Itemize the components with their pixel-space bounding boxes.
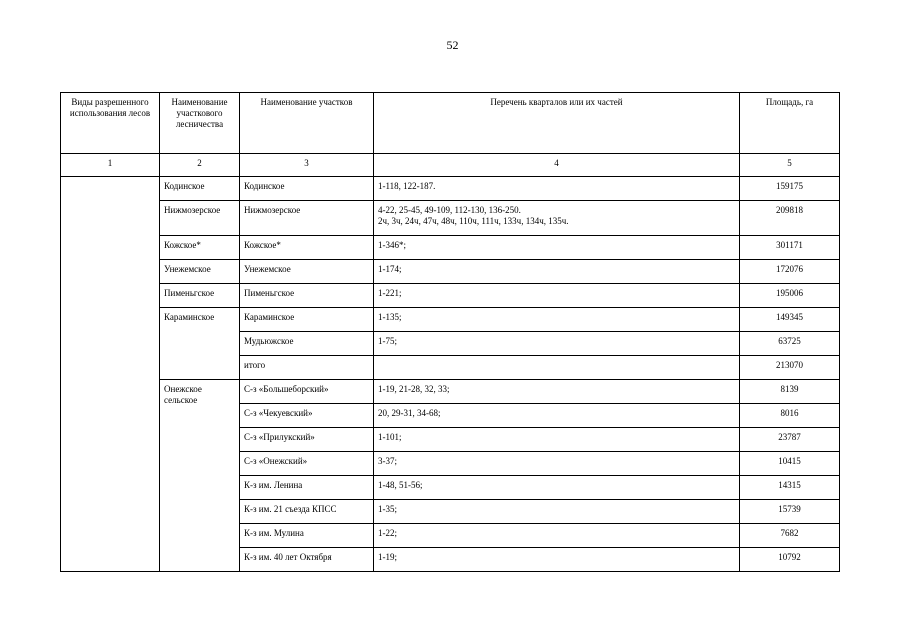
quarters-cell: 1-174;	[374, 260, 740, 284]
forestry-cell: Нижмозерское	[160, 201, 240, 236]
site-cell: Кодинское	[240, 177, 374, 201]
area-cell: 195006	[740, 284, 840, 308]
site-cell: Унежемское	[240, 260, 374, 284]
quarters-cell: 1-75;	[374, 332, 740, 356]
site-cell: Мудьюжское	[240, 332, 374, 356]
site-cell: К-з им. 21 съезда КПСС	[240, 500, 374, 524]
column-index: 3	[240, 154, 374, 177]
area-cell: 10415	[740, 452, 840, 476]
quarters-cell: 20, 29-31, 34-68;	[374, 404, 740, 428]
forest-use-table	[60, 92, 840, 572]
header-quarters-list: Перечень кварталов или их частей	[374, 93, 740, 154]
quarters-cell: 1-22;	[374, 524, 740, 548]
table-row	[61, 260, 840, 284]
site-cell: Караминское	[240, 308, 374, 332]
area-cell: 159175	[740, 177, 840, 201]
table-header-row	[61, 93, 840, 154]
site-cell: К-з им. Ленина	[240, 476, 374, 500]
area-cell: 301171	[740, 236, 840, 260]
area-cell: 63725	[740, 332, 840, 356]
table-row	[61, 380, 840, 404]
site-cell: итого	[240, 356, 374, 380]
table-row	[61, 201, 840, 236]
area-cell: 213070	[740, 356, 840, 380]
quarters-line-parts: 2ч, 3ч, 24ч, 47ч, 48ч, 110ч, 111ч, 133ч, 134ч, 135ч.	[378, 216, 569, 226]
quarters-line: 4-22, 25-45, 49-109, 112-130, 136-250.	[378, 205, 521, 215]
column-index-row	[61, 154, 840, 177]
area-cell: 172076	[740, 260, 840, 284]
header-forest-use-types: Виды разрешенного использования лесов	[61, 93, 160, 154]
forestry-cell: Караминское	[160, 308, 240, 380]
table-row	[61, 308, 840, 332]
area-cell: 209818	[740, 201, 840, 236]
quarters-cell: 1-19;	[374, 548, 740, 572]
site-cell: С-з «Прилукский»	[240, 428, 374, 452]
forestry-cell: Пименьгское	[160, 284, 240, 308]
area-cell: 7682	[740, 524, 840, 548]
area-cell: 15739	[740, 500, 840, 524]
column-index: 4	[374, 154, 740, 177]
site-cell: Пименьгское	[240, 284, 374, 308]
area-cell: 8016	[740, 404, 840, 428]
table-row	[61, 236, 840, 260]
area-cell: 149345	[740, 308, 840, 332]
site-cell: С-з «Чекуевский»	[240, 404, 374, 428]
header-area: Площадь, га	[740, 93, 840, 154]
table-row	[61, 177, 840, 201]
quarters-cell: 1-346*;	[374, 236, 740, 260]
quarters-cell: 1-135;	[374, 308, 740, 332]
table-row	[61, 284, 840, 308]
site-cell: Нижмозерское	[240, 201, 374, 236]
site-cell: С-з «Большеборский»	[240, 380, 374, 404]
area-cell: 23787	[740, 428, 840, 452]
quarters-cell: 1-101;	[374, 428, 740, 452]
quarters-cell: 1-19, 21-28, 32, 33;	[374, 380, 740, 404]
quarters-cell	[374, 356, 740, 380]
area-cell: 14315	[740, 476, 840, 500]
header-forestry-name: Наименование участкового лесничества	[160, 93, 240, 154]
forestry-cell: Кожское*	[160, 236, 240, 260]
area-cell: 10792	[740, 548, 840, 572]
forestry-cell: Кодинское	[160, 177, 240, 201]
column-index: 1	[61, 154, 160, 177]
page-number: 52	[446, 38, 459, 52]
forestry-cell: Унежемское	[160, 260, 240, 284]
quarters-cell: 1-48, 51-56;	[374, 476, 740, 500]
quarters-cell: 1-221;	[374, 284, 740, 308]
area-cell: 8139	[740, 380, 840, 404]
forestry-cell: Онежское сельское	[160, 380, 240, 572]
site-cell: К-з им. 40 лет Октября	[240, 548, 374, 572]
forest-use-type-cell	[61, 177, 160, 572]
site-cell: К-з им. Мулина	[240, 524, 374, 548]
column-index: 5	[740, 154, 840, 177]
quarters-cell: 1-118, 122-187.	[374, 177, 740, 201]
column-index: 2	[160, 154, 240, 177]
site-cell: Кожское*	[240, 236, 374, 260]
site-cell: С-з «Онежский»	[240, 452, 374, 476]
quarters-cell	[374, 201, 740, 236]
header-site-name: Наименование участков	[240, 93, 374, 154]
quarters-cell: 3-37;	[374, 452, 740, 476]
quarters-cell: 1-35;	[374, 500, 740, 524]
